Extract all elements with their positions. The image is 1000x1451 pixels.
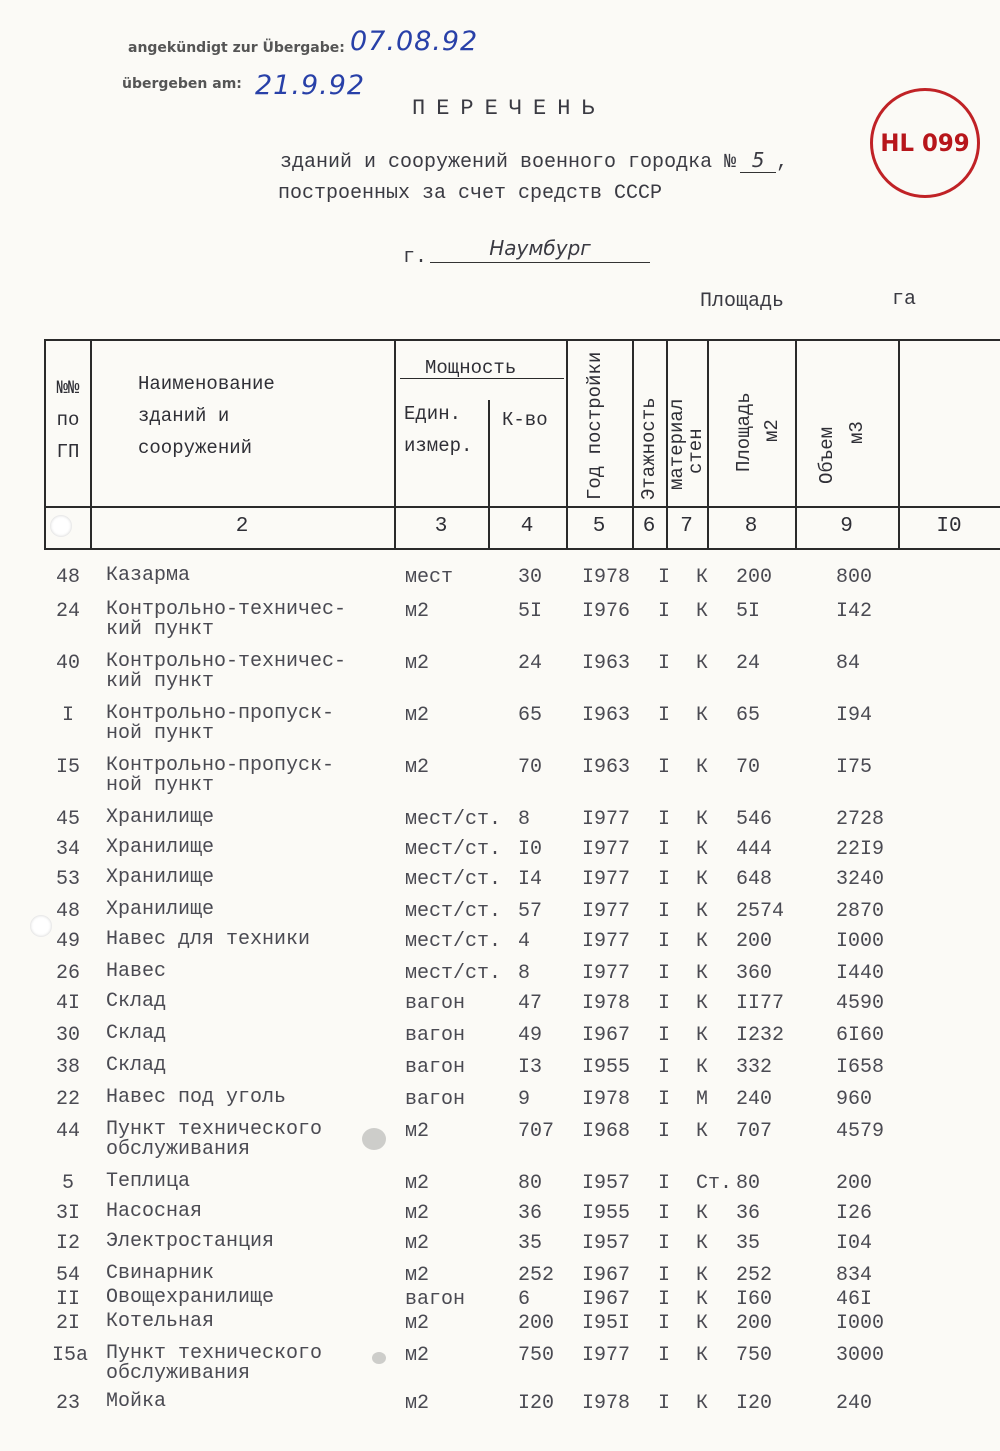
cell-area: 750 [736,1344,773,1367]
cell-area: 252 [736,1264,773,1287]
building-name-line: Пункт технического [106,1118,323,1141]
announced-date: 07.08.92 [350,26,479,57]
cell-building-name [106,600,346,640]
cell-building-name [106,1056,166,1076]
cell-year: I95I [582,1312,631,1335]
cell-area: 200 [736,566,773,589]
cell-floors: I [658,1172,671,1195]
colnum-7: 7 [680,515,693,538]
cell-quantity: 36 [518,1202,543,1225]
cell-wall-material: К [696,704,709,727]
colnum-5: 5 [592,515,606,538]
header-capacity: Мощность [425,357,517,379]
building-name-line: Свинарник [106,1262,215,1285]
archive-seal [870,88,980,198]
building-name-line: Склад [106,1022,167,1045]
cell-wall-material: К [696,1120,709,1143]
cell-wall-material: К [696,1344,709,1367]
cell-floors: I [658,1392,671,1415]
cell-quantity: 8 [518,808,531,831]
building-name-line: Контрольно-техничес- [106,650,347,673]
cell-floors: I [658,930,671,953]
cell-area: 444 [736,838,773,861]
header-floors: Этажность [638,397,660,500]
cell-unit: м2 [405,704,430,727]
cell-area: 2574 [736,900,785,923]
cell-volume: I42 [836,600,873,623]
cell-quantity: 80 [518,1172,543,1195]
building-name-line: Теплица [106,1170,191,1193]
cell-area: II77 [736,992,785,1015]
building-name-line: Хранилище [106,806,215,829]
header-volume: Объем м3 [816,421,868,484]
building-name-line: Навес под уголь [106,1086,287,1109]
cell-wall-material: К [696,1264,709,1287]
area-unit: га [892,288,917,311]
cell-unit: м2 [405,1312,430,1335]
cell-volume: I94 [836,704,873,727]
cell-gp-number: 22 [55,1088,80,1111]
cell-floors: I [658,992,671,1015]
cell-building-name [106,868,214,888]
cell-quantity: 49 [518,1024,543,1047]
cell-gp-number: 30 [55,1024,80,1047]
cell-quantity: 57 [518,900,543,923]
cell-wall-material: К [696,1312,709,1335]
cell-quantity: 8 [518,962,531,985]
colnum-3: 3 [434,515,448,538]
handed-date: 21.9.92 [255,70,366,101]
building-name-line: Склад [106,1054,167,1077]
cell-building-name [106,1232,274,1252]
cell-area: 70 [736,756,761,779]
cell-floors: I [658,1056,671,1079]
subtitle-line1: зданий и сооружений военного городка № 5 , [280,148,789,174]
building-name-line: Котельная [106,1310,215,1333]
cell-volume: 200 [836,1172,873,1195]
cell-area: 240 [736,1088,773,1111]
header-gp-number: №№ по ГП [56,377,80,463]
handed-label: übergeben am: [122,76,242,92]
cell-year: I955 [582,1056,631,1079]
building-name-line: Навес для техники [106,928,311,951]
cell-gp-number: 49 [55,930,80,953]
colnum-4: 4 [520,515,534,538]
cell-gp-number: 3I [55,1202,80,1225]
cell-quantity: 65 [518,704,543,727]
cell-wall-material: К [696,652,709,675]
cell-gp-number: 54 [55,1264,80,1287]
cell-year: I976 [582,600,631,623]
cell-floors: I [658,900,671,923]
cell-area: 80 [736,1172,761,1195]
cell-unit: м2 [405,756,430,779]
cell-volume: 2870 [836,900,885,923]
building-name-line: ной пункт [106,722,215,745]
cell-wall-material: К [696,566,709,589]
cell-unit: вагон [405,1056,466,1079]
building-name-line: Хранилище [106,836,215,859]
cell-unit: мест/ст. [405,808,502,831]
cell-wall-material: К [696,838,709,861]
cell-wall-material: К [696,1392,709,1415]
cell-floors: I [658,704,671,727]
cell-building-name [106,1264,214,1284]
building-name-line: Насосная [106,1200,203,1223]
cell-gp-number: 40 [55,652,80,675]
cell-wall-material: К [696,808,709,831]
cell-year: I963 [582,756,631,779]
cell-volume: I440 [836,962,885,985]
cell-unit: м2 [405,600,430,623]
cell-unit: мест/ст. [405,930,502,953]
cell-volume: 4579 [836,1120,885,1143]
cell-quantity: 6 [518,1288,531,1311]
cell-gp-number: 53 [55,868,80,891]
cell-unit: мест/ст. [405,962,502,985]
cell-year: I967 [582,1024,631,1047]
cell-year: I977 [582,900,631,923]
cell-volume: I000 [836,930,885,953]
cell-building-name [106,1288,274,1308]
cell-year: I963 [582,652,631,675]
cell-building-name [106,1344,322,1384]
cell-quantity: 4 [518,930,531,953]
cell-quantity: I0 [518,838,543,861]
cell-volume: I04 [836,1232,873,1255]
town-number: 5 [740,148,776,173]
cell-volume: I26 [836,1202,873,1225]
cell-quantity: 252 [518,1264,555,1287]
building-name-line: Хранилище [106,866,215,889]
cell-floors: I [658,1264,671,1287]
cell-building-name [106,1202,202,1222]
cell-floors: I [658,1024,671,1047]
cell-building-name [106,992,166,1012]
cell-year: I955 [582,1202,631,1225]
cell-unit: м2 [405,652,430,675]
cell-unit: вагон [405,992,466,1015]
header-quantity: К-во [502,409,548,431]
building-name-line: Электростанция [106,1230,275,1253]
cell-wall-material: К [696,962,709,985]
building-name-line: Овощехранилище [106,1286,275,1309]
cell-gp-number: 23 [55,1392,80,1415]
cell-wall-material: К [696,1024,709,1047]
cell-floors: I [658,756,671,779]
cell-wall-material: К [696,992,709,1015]
cell-quantity: 47 [518,992,543,1015]
cell-year: I957 [582,1232,631,1255]
cell-building-name [106,838,214,858]
cell-quantity: 200 [518,1312,555,1335]
cell-volume: I000 [836,1312,885,1335]
cell-building-name [106,808,214,828]
subtitle-line2: построенных за счет средств СССР [278,182,663,205]
cell-area: I20 [736,1392,773,1415]
cell-year: I963 [582,704,631,727]
cell-floors: I [658,838,671,861]
cell-floors: I [658,808,671,831]
cell-gp-number: I5а [52,1344,89,1367]
cell-floors: I [658,600,671,623]
cell-quantity: I4 [518,868,543,891]
cell-wall-material: К [696,930,709,953]
cell-quantity: I20 [518,1392,555,1415]
cell-unit: м2 [405,1344,430,1367]
cell-year: I967 [582,1264,631,1287]
area-label: Площадь [700,290,785,313]
cell-area: 35 [736,1232,761,1255]
cell-unit: мест/ст. [405,900,502,923]
cell-floors: I [658,652,671,675]
cell-quantity: 5I [518,600,543,623]
cell-volume: 3240 [836,868,885,891]
colnum-9: 9 [840,515,853,538]
cell-volume: 22I9 [836,838,885,861]
cell-area: 200 [736,1312,773,1335]
building-name-line: обслуживания [106,1362,251,1385]
cell-wall-material: К [696,868,709,891]
cell-floors: I [658,962,671,985]
cell-year: I968 [582,1120,631,1143]
cell-unit: м2 [405,1172,430,1195]
cell-year: I978 [582,1088,631,1111]
cell-volume: 4590 [836,992,885,1015]
cell-building-name [106,756,334,796]
cell-wall-material: К [696,1232,709,1255]
cell-area: 360 [736,962,773,985]
cell-wall-material: Ст. [696,1172,733,1195]
ink-blot [362,1128,386,1150]
city-prefix: г. [403,246,428,269]
cell-floors: I [658,1088,671,1111]
cell-quantity: 35 [518,1232,543,1255]
cell-gp-number: 34 [55,838,80,861]
city-name: Наумбург [430,236,650,263]
cell-year: I977 [582,962,631,985]
cell-floors: I [658,1202,671,1225]
building-name-line: кий пункт [106,618,215,641]
cell-building-name [106,652,346,692]
cell-quantity: I3 [518,1056,543,1079]
cell-gp-number: 38 [55,1056,80,1079]
cell-floors: I [658,1312,671,1335]
cell-area: 24 [736,652,761,675]
cell-quantity: 30 [518,566,543,589]
cell-volume: 3000 [836,1344,885,1367]
cell-unit: мест/ст. [405,868,502,891]
cell-quantity: 24 [518,652,543,675]
cell-building-name [106,1024,166,1044]
document-title: ПЕРЕЧЕНЬ [412,96,606,121]
cell-gp-number: 2I [55,1312,80,1335]
building-name-line: ной пункт [106,774,215,797]
cell-wall-material: К [696,1202,709,1225]
cell-area: 332 [736,1056,773,1079]
cell-building-name [106,1120,322,1160]
cell-building-name [106,1312,214,1332]
cell-gp-number: 44 [55,1120,80,1143]
cell-wall-material: К [696,900,709,923]
colnum-6: 6 [642,515,656,538]
cell-area: 65 [736,704,761,727]
header-year: Год постройки [584,351,606,500]
cell-year: I978 [582,566,631,589]
punch-hole [50,515,72,537]
cell-floors: I [658,1288,671,1311]
cell-year: I977 [582,868,631,891]
cell-quantity: 750 [518,1344,555,1367]
cell-building-name [106,962,166,982]
cell-building-name [106,566,190,586]
cell-year: I957 [582,1172,631,1195]
cell-year: I977 [582,808,631,831]
cell-gp-number: 24 [55,600,80,623]
cell-unit: мест [405,566,454,589]
cell-gp-number: I5 [55,756,80,779]
punch-hole [30,915,52,937]
cell-gp-number: II [55,1288,80,1311]
cell-gp-number: I [61,704,74,727]
cell-building-name [106,704,334,744]
building-name-line: Контрольно-пропуск- [106,702,335,725]
cell-floors: I [658,566,671,589]
cell-unit: м2 [405,1120,430,1143]
cell-quantity: 707 [518,1120,555,1143]
cell-volume: I75 [836,756,873,779]
cell-wall-material: М [696,1088,709,1111]
cell-volume: 240 [836,1392,873,1415]
cell-gp-number: 4I [55,992,80,1015]
building-name-line: Мойка [106,1390,167,1413]
archive-seal-text: HL 099 [880,129,970,157]
header-wall-material: материал стен [666,398,707,490]
cell-floors: I [658,1344,671,1367]
header-unit: Един. измер. [404,403,473,457]
cell-gp-number: 48 [55,566,80,589]
building-name-line: Контрольно-пропуск- [106,754,335,777]
colnum-10: I0 [936,515,962,538]
building-name-line: Склад [106,990,167,1013]
cell-wall-material: К [696,1056,709,1079]
cell-unit: м2 [405,1202,430,1225]
cell-volume: 834 [836,1264,873,1287]
header-area: Площадь м2 [733,392,783,472]
building-name-line: Пункт технического [106,1342,323,1365]
cell-quantity: 70 [518,756,543,779]
cell-volume: 800 [836,566,873,589]
cell-wall-material: К [696,600,709,623]
cell-building-name [106,1172,190,1192]
cell-gp-number: 48 [55,900,80,923]
cell-floors: I [658,1120,671,1143]
building-name-line: обслуживания [106,1138,251,1161]
colnum-8: 8 [744,515,758,538]
cell-area: 36 [736,1202,761,1225]
cell-year: I978 [582,992,631,1015]
cell-area: 200 [736,930,773,953]
cell-floors: I [658,868,671,891]
cell-volume: 2728 [836,808,885,831]
building-name-line: Казарма [106,564,191,587]
header-building-name: Наименование зданий и сооружений [138,373,275,459]
colnum-2: 2 [235,515,249,538]
cell-unit: м2 [405,1264,430,1287]
ink-blot [372,1352,386,1364]
cell-area: 648 [736,868,773,891]
cell-gp-number: I2 [55,1232,80,1255]
cell-unit: мест/ст. [405,838,502,861]
cell-year: I967 [582,1288,631,1311]
cell-unit: вагон [405,1088,466,1111]
cell-building-name [106,1088,286,1108]
cell-volume: 6I60 [836,1024,885,1047]
cell-volume: 960 [836,1088,873,1111]
cell-volume: I658 [836,1056,885,1079]
cell-year: I977 [582,838,631,861]
cell-area: 5I [736,600,761,623]
cell-quantity: 9 [518,1088,531,1111]
cell-floors: I [658,1232,671,1255]
cell-gp-number: 5 [61,1172,74,1195]
cell-unit: м2 [405,1232,430,1255]
cell-year: I977 [582,930,631,953]
cell-wall-material: К [696,756,709,779]
building-name-line: кий пункт [106,670,215,693]
cell-unit: вагон [405,1288,466,1311]
cell-area: I60 [736,1288,773,1311]
cell-building-name [106,930,310,950]
building-name-line: Контрольно-техничес- [106,598,347,621]
cell-year: I978 [582,1392,631,1415]
cell-unit: м2 [405,1392,430,1415]
cell-area: 546 [736,808,773,831]
cell-year: I977 [582,1344,631,1367]
building-name-line: Навес [106,960,167,983]
cell-volume: 84 [836,652,861,675]
cell-area: 707 [736,1120,773,1143]
cell-building-name [106,1392,166,1412]
cell-building-name [106,900,214,920]
cell-gp-number: 26 [55,962,80,985]
cell-volume: 46I [836,1288,873,1311]
building-name-line: Хранилище [106,898,215,921]
announced-label: angekündigt zur Übergabe: [128,40,345,56]
cell-area: I232 [736,1024,785,1047]
cell-wall-material: К [696,1288,709,1311]
cell-unit: вагон [405,1024,466,1047]
cell-gp-number: 45 [55,808,80,831]
